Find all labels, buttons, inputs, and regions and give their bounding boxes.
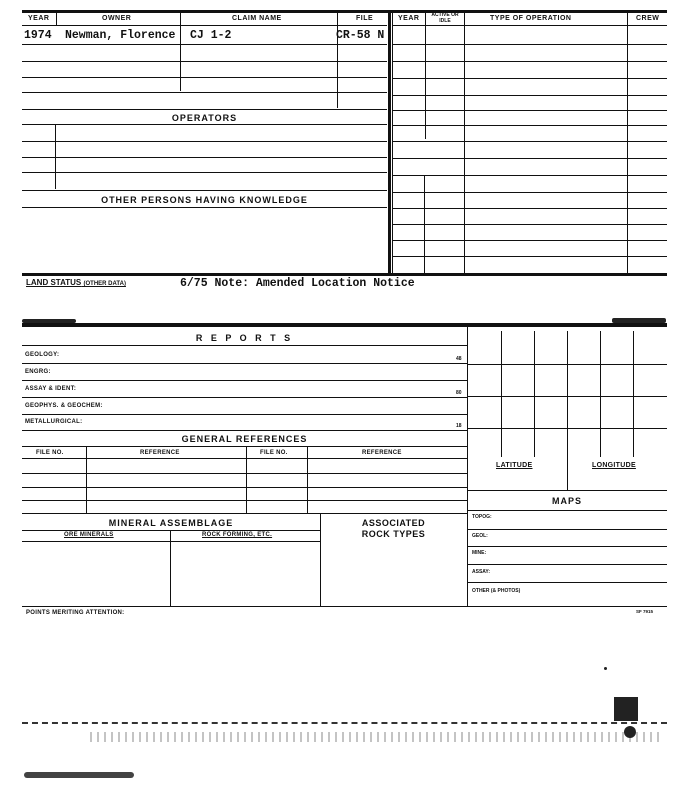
reports-row-line xyxy=(22,414,467,415)
rock-forming-header: ROCK FORMING, ETC. xyxy=(202,532,273,538)
op-row-line xyxy=(392,256,667,257)
reports-title: R E P O R T S xyxy=(195,333,294,343)
operators-row-line xyxy=(22,141,387,142)
maps-row-line xyxy=(467,546,667,547)
reports-row-line xyxy=(22,380,467,381)
map-mine-label: MINE: xyxy=(472,550,487,556)
maps-row-line xyxy=(467,564,667,565)
report-assay-label: ASSAY & IDENT: xyxy=(25,386,77,392)
ref-bottom-line xyxy=(22,513,467,514)
claim-year: 1974 xyxy=(24,29,52,42)
reports-row-line xyxy=(22,397,467,398)
maps-row-line xyxy=(467,582,667,583)
op-row-line xyxy=(392,158,667,159)
report-engrg-label: ENGRG: xyxy=(25,369,51,375)
mineral-header-line xyxy=(22,541,320,542)
map-geol-label: GEOL: xyxy=(472,533,488,539)
scan-artifact-noise xyxy=(90,732,660,742)
op-col-divider xyxy=(627,11,628,273)
op-row-line xyxy=(392,78,667,79)
other-persons-title: OTHER PERSONS HAVING KNOWLEDGE xyxy=(101,195,308,205)
ore-minerals-header: ORE MINERALS xyxy=(64,532,114,538)
owner-header: OWNER xyxy=(102,15,132,22)
land-status-label: LAND STATUS xyxy=(26,278,82,287)
report-assay-num: 80 xyxy=(456,390,462,396)
scan-artifact-line xyxy=(22,722,667,724)
grid-col-line xyxy=(534,331,535,457)
ref-file-no-header-1: FILE NO. xyxy=(36,450,64,456)
reports-row-line xyxy=(22,363,467,364)
grid-row-line xyxy=(467,396,667,397)
claim-name-header: CLAIM NAME xyxy=(232,15,282,22)
upper-bottom-border xyxy=(22,273,667,276)
map-topog-label: TOPOG: xyxy=(472,514,492,520)
grid-col-line xyxy=(600,331,601,457)
operators-row-line xyxy=(22,157,387,158)
claim-header-line xyxy=(22,25,387,26)
report-geology-num: 48 xyxy=(456,356,462,362)
claim-owner: Newman, Florence xyxy=(65,29,176,42)
op-row-line xyxy=(392,224,667,225)
general-references-title: GENERAL REFERENCES xyxy=(181,434,308,444)
claim-file: CR-58 N xyxy=(336,29,385,42)
grid-center-line xyxy=(567,331,568,490)
maps-row-line xyxy=(467,529,667,530)
center-divider xyxy=(388,10,391,274)
type-of-operation-header: TYPE OF OPERATION xyxy=(490,15,572,22)
land-status-label-group xyxy=(26,278,126,287)
op-row-line xyxy=(392,61,667,62)
maps-title: MAPS xyxy=(551,496,582,506)
op-row-line xyxy=(392,240,667,241)
report-geology-label: GEOLOGY: xyxy=(25,352,60,358)
claim-row-line xyxy=(22,44,387,45)
reports-title-line xyxy=(22,345,467,346)
file-header: FILE xyxy=(356,15,374,22)
claim-row-line xyxy=(22,77,387,78)
scan-artifact-dot xyxy=(624,726,636,738)
other-persons-title-line xyxy=(22,207,387,208)
ref-header-line xyxy=(22,458,467,459)
operators-row-line xyxy=(22,172,387,173)
grid-row-line xyxy=(467,364,667,365)
op-header-line xyxy=(392,25,667,26)
map-other-label: OTHER (& PHOTOS) xyxy=(472,588,521,594)
op-row-line xyxy=(392,175,667,176)
ref-reference-header-1: REFERENCE xyxy=(140,450,180,456)
ref-col-divider xyxy=(307,447,308,513)
maps-top-line xyxy=(467,490,667,491)
op-col-divider xyxy=(425,11,426,139)
operators-row-line xyxy=(22,190,387,191)
claim-row-line xyxy=(22,109,387,110)
claim-name: CJ 1-2 xyxy=(190,29,232,42)
op-row-line xyxy=(392,44,667,45)
operators-title: OPERATORS xyxy=(171,113,238,123)
latitude-label: LATITUDE xyxy=(496,462,533,469)
ref-col-divider xyxy=(246,447,247,513)
scan-artifact-block xyxy=(614,697,638,721)
grid-col-line xyxy=(633,331,634,457)
lower-bottom-border xyxy=(22,606,667,607)
op-row-line xyxy=(392,95,667,96)
grid-col-line xyxy=(501,331,502,457)
mineral-col-divider xyxy=(170,530,171,606)
mineral-title-line xyxy=(22,530,320,531)
reports-bottom-line xyxy=(22,430,467,431)
operators-title-line xyxy=(22,124,387,125)
crew-header: CREW xyxy=(636,15,660,22)
longitude-label: LONGITUDE xyxy=(592,462,636,469)
mineral-assemblage-title: MINERAL ASSEMBLAGE xyxy=(108,518,234,528)
ref-row-line xyxy=(22,487,467,488)
ref-col-divider xyxy=(86,447,87,513)
points-meriting-attention-label: POINTS MERITING ATTENTION: xyxy=(26,610,125,616)
scan-artifact-speck xyxy=(604,667,607,670)
lower-top-border xyxy=(22,323,667,327)
top-border xyxy=(22,10,667,13)
land-status-sublabel: (OTHER DATA) xyxy=(83,281,126,287)
report-metallurgical-num: 18 xyxy=(456,423,462,429)
ref-reference-header-2: REFERENCE xyxy=(362,450,402,456)
maps-title-line xyxy=(467,510,667,511)
claim-row-line xyxy=(22,61,387,62)
report-geophys-label: GEOPHYS. & GEOCHEM: xyxy=(25,403,103,409)
op-row-line xyxy=(392,192,667,193)
ref-row-line xyxy=(22,500,467,501)
op-row-line xyxy=(392,208,667,209)
general-references-title-line xyxy=(22,446,467,447)
claim-row-line xyxy=(22,92,387,93)
op-col-divider xyxy=(464,11,465,273)
year-header: YEAR xyxy=(28,15,50,22)
ref-file-no-header-2: FILE NO. xyxy=(260,450,288,456)
report-metallurgical-label: METALLURGICAL: xyxy=(25,419,83,425)
active-or-idle-header: ACTIVE OR IDLE xyxy=(431,12,459,24)
map-assay-label: ASSAY: xyxy=(472,569,491,575)
claim-col-divider xyxy=(337,11,338,108)
op-year-header: YEAR xyxy=(398,15,420,22)
land-status-value: 6/75 Note: Amended Location Notice xyxy=(180,277,415,290)
associated-label: ASSOCIATED xyxy=(361,518,426,528)
op-row-line xyxy=(392,110,667,111)
rock-types-label: ROCK TYPES xyxy=(361,529,426,539)
ref-row-line xyxy=(22,473,467,474)
form-number: SF 7915 xyxy=(636,609,654,614)
grid-row-line xyxy=(467,428,667,429)
claim-col-divider xyxy=(180,11,181,91)
claim-col-divider xyxy=(56,11,57,25)
scan-artifact-smear xyxy=(24,772,134,778)
op-row-line xyxy=(392,125,667,126)
op-row-line xyxy=(392,141,667,142)
center-divider-inner xyxy=(392,10,393,274)
